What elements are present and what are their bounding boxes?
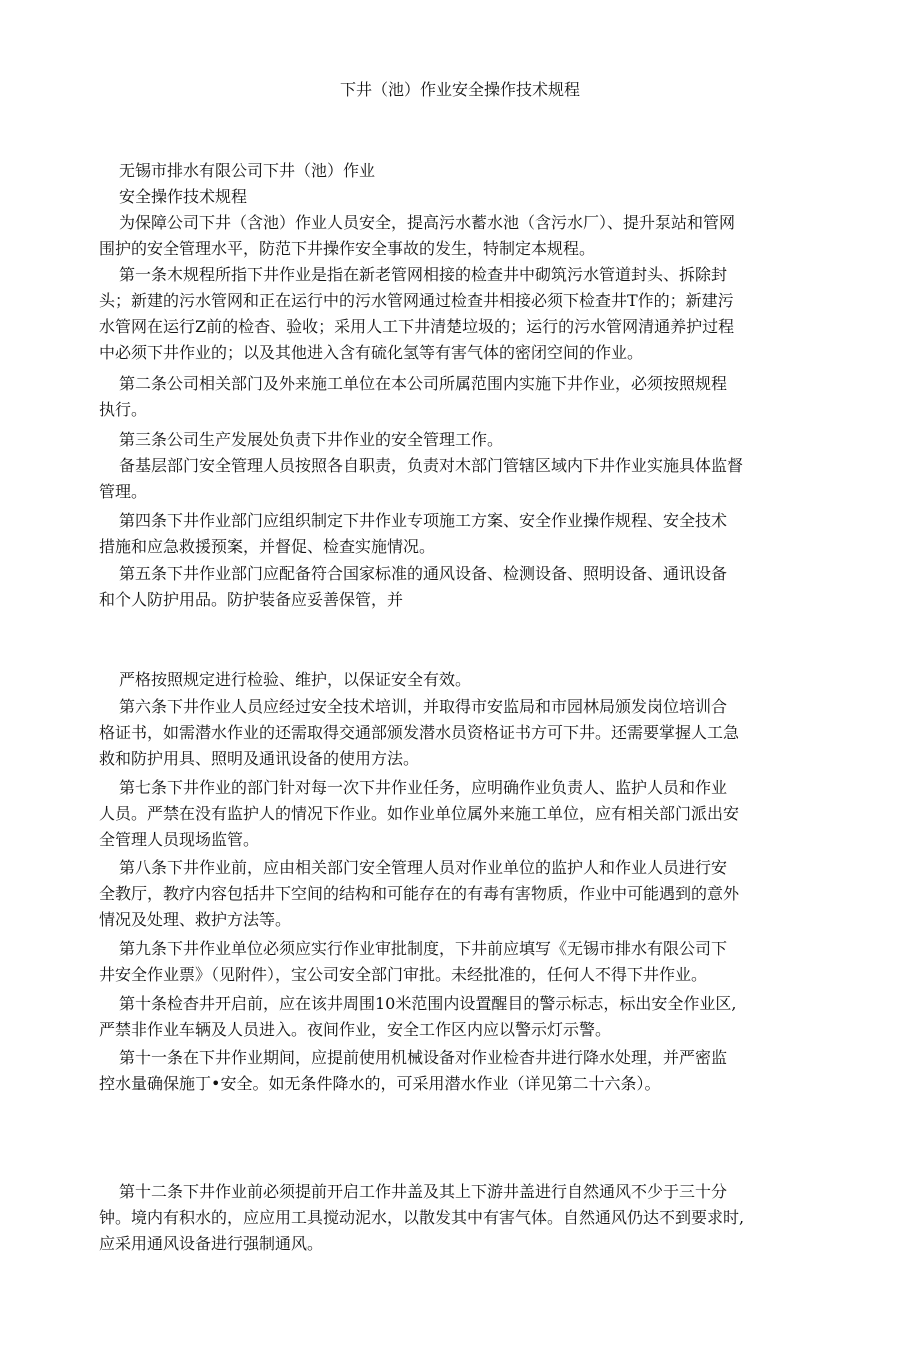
text-line: 格证书，如需潜水作业的还需取得交通部颁发潜水员资格证书方可下井。还需要掌握人工急: [99, 723, 740, 742]
text-line: 执行。: [99, 400, 148, 419]
text-line: 头；新建的污水管网和正在运行中的污水管网通过检查井相接必须下检查井T作的；新建污: [99, 291, 734, 310]
text-line: 和个人防护用品。防护装备应妥善保管，并: [99, 590, 404, 609]
text-line: 全管理人员现场监管。: [99, 830, 260, 849]
text-line: 应采用通风设备进行强制通风。: [99, 1234, 324, 1253]
text-line: 严格按照规定进行检验、维护，以保证安全有效。: [119, 670, 472, 689]
text-line: 全教厅，教疗内容包括井下空间的结构和可能存在的有毒有害物质，作业中可能遇到的意外: [99, 884, 740, 903]
text-line: 第七条下井作业的部门针对每一次下井作业任务，应明确作业负责人、监护人员和作业: [119, 778, 728, 797]
text-line: 第二条公司相关部门及外来施工单位在本公司所属范围内实施下井作业，必须按照规程: [119, 374, 728, 393]
text-line: 中必须下井作业的；以及其他进入含有硫化氢等有害气体的密闭空间的作业。: [99, 343, 644, 362]
text-line: 井安全作业票》（见附件），宝公司安全部门审批。未经批准的，任何人不得下井作业。: [99, 965, 708, 984]
text-line: 措施和应急救援预案，并督促、检查实施情况。: [99, 537, 436, 556]
text-line: 救和防护用具、照明及通讯设备的使用方法。: [99, 749, 420, 768]
text-line: 人员。严禁在没有监护人的情况下作业。如作业单位属外来施工单位，应有相关部门派出安: [99, 804, 740, 823]
text-line: 围护的安全管理水平，防范下井操作安全事故的发生，特制定本规程。: [99, 239, 596, 258]
text-line: 第六条下井作业人员应经过安全技术培训，并取得市安监局和市园林局颁发岗位培训合: [119, 697, 728, 716]
text-line: 第十一条在下井作业期间，应提前使用机械设备对作业检杳井进行降水处理，并严密监: [119, 1048, 728, 1067]
text-line: 备基层部门安全管理人员按照各自职责，负责对木部门管辖区域内下井作业实施具体监督: [119, 456, 744, 475]
text-line: 水管网在运行Z前的检杳、验收；采用人工下井清楚垃圾的；运行的污水管网清通养护过程: [99, 317, 735, 336]
text-line: 情况及处理、救护方法等。: [99, 910, 292, 929]
text-line: 第五条下井作业部门应配备符合国家标准的通风设备、检测设备、照明设备、通讯设备: [119, 564, 728, 583]
text-line: 为保障公司下井（含池）作业人员安全，提高污水蓄水池（含污水厂）、提升泵站和管网: [119, 213, 736, 232]
page-title: 下井（池）作业安全操作技术规程: [339, 80, 580, 99]
text-line: 第三条公司生产发展处负责下井作业的安全管理工作。: [119, 430, 504, 449]
text-line: 安全操作技术规程: [119, 187, 248, 206]
text-line: 第八条下井作业前，应由相关部门安全管理人员对作业单位的监护人和作业人员进行安: [119, 858, 728, 877]
text-line: 钟。境内有积水的，应应用工具搅动泥水，以散发其中有害气体。自然通风仍达不到要求时,: [99, 1208, 745, 1227]
text-line: 无锡市排水有限公司下井（池）作业: [119, 161, 376, 180]
text-line: 严禁非作业车辆及人员进入。夜间作业，安全工作区内应以警示灯示警。: [99, 1020, 612, 1039]
text-line: 第十条检杳井开启前，应在该井周围10米范围内设置醒目的警示标志，标出安全作业区,: [119, 994, 737, 1013]
text-line: 管理。: [99, 482, 148, 501]
text-line: 第九条下井作业单位必须应实行作业审批制度，下井前应填写《无锡市排水有限公司下: [119, 939, 728, 958]
text-line: 第四条下井作业部门应组织制定下井作业专项施工方案、安全作业操作规程、安全技术: [119, 511, 728, 530]
text-line: 第十二条下井作业前必须提前开启工作井盖及其上下游井盖进行自然通风不少于三十分: [119, 1182, 728, 1201]
text-line: 第一条木规程所指下井作业是指在新老管网相接的检查井中砌筑污水管道封头、拆除封: [119, 265, 728, 284]
text-line: 控水量确保施丁•安全。如无条件降水的，可采用潜水作业（详见第二十六条）。: [99, 1074, 661, 1093]
